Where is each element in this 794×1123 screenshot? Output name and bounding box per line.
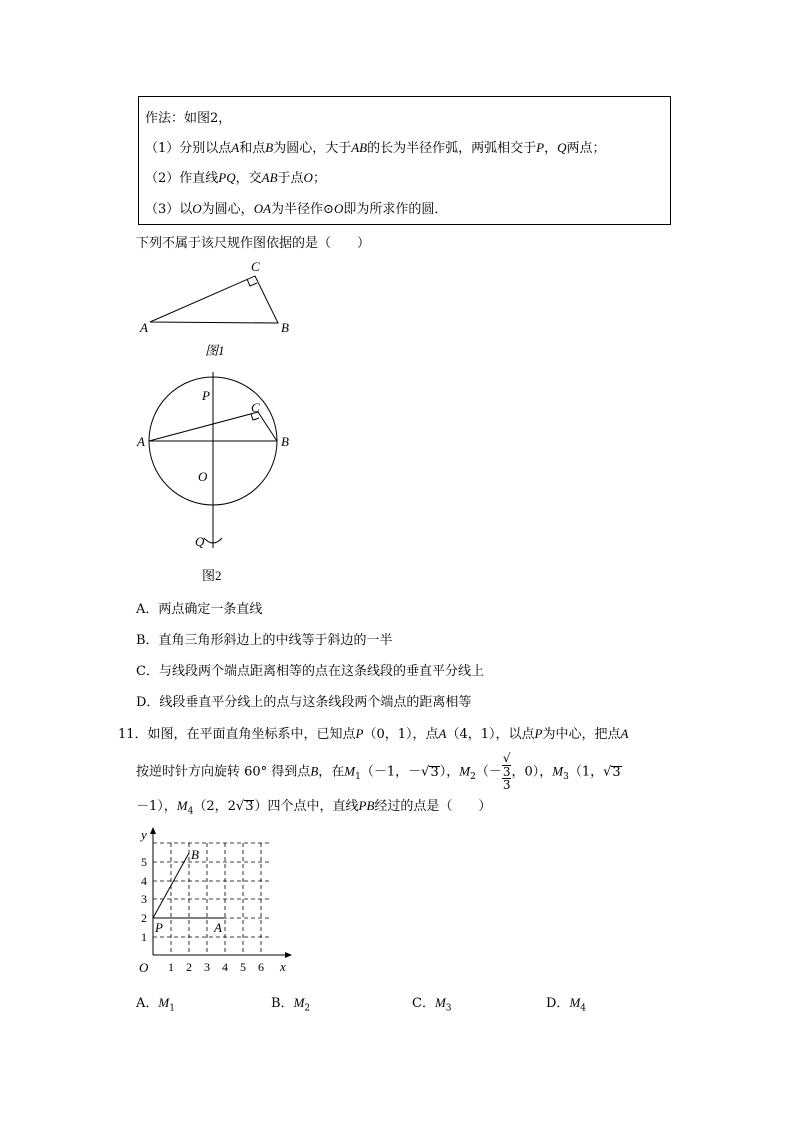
y-tick-1: 1	[141, 930, 147, 944]
q11-text: ）四个点中，直线	[254, 799, 359, 814]
sqrt-radicand: 3	[502, 765, 511, 779]
q11-text: （2，2	[193, 799, 236, 814]
y-axis-arrow	[150, 827, 156, 834]
caption-fig2: 图2	[202, 568, 222, 583]
q10-option-b: B．直角三角形斜边上的中线等于斜边的一半	[136, 633, 393, 648]
right-angle-mark	[247, 279, 257, 286]
segment-label: PB	[358, 798, 375, 813]
method-text: 于点	[277, 171, 304, 186]
q11-text: ），	[439, 764, 460, 780]
method-text: 的长为半径作弧，两弧相交于	[367, 141, 537, 156]
point-label: O	[303, 170, 313, 185]
label-C: C	[251, 259, 260, 274]
q11-line-3: －1），$M_4(2$，2√3）四个点中，直线PB经过的点是（ ）	[136, 798, 492, 817]
point-label-A: A	[214, 920, 222, 935]
point-label: A	[438, 726, 447, 741]
point-label: M	[569, 995, 581, 1010]
method-line-0	[145, 107, 231, 126]
q11-line-1	[118, 723, 628, 742]
sqrt-radicand: 3	[245, 799, 254, 814]
sqrt-radicand: 3	[612, 764, 621, 780]
point-label: M	[344, 763, 356, 779]
label-A: A	[140, 320, 148, 335]
point-label: B	[265, 140, 274, 155]
q11-line-2: 按逆时针方向旋转 60° 得到点B，在$M_1(-1$，－√3），$M_2(-$ √ 3 3 ，0），$M_3(1$，√3	[136, 751, 621, 792]
q11-option-a	[136, 992, 175, 1014]
q10-prompt: 下列不属于该尺规作图依据的是（ ）	[136, 236, 371, 251]
point-label: M	[459, 763, 471, 779]
method-text: 为半径作⊙	[271, 202, 334, 217]
fraction: √ 3 3	[502, 751, 511, 792]
q11-text: 为中心，把点	[542, 727, 621, 742]
method-line-2	[145, 167, 326, 186]
x-tick-4: 4	[222, 960, 228, 974]
subscript: 4	[187, 806, 194, 817]
x-tick-5: 5	[240, 960, 246, 974]
point-label: M	[434, 995, 446, 1010]
method-text: 为圆心，	[201, 202, 254, 217]
label-C: C	[251, 400, 260, 415]
subscript: 3	[563, 772, 569, 783]
segment-ac	[149, 412, 258, 441]
option-prefix: A．	[136, 996, 159, 1011]
point-label: A	[231, 140, 240, 155]
point-label: P	[534, 726, 543, 741]
method-text: （2）作直线	[145, 171, 219, 186]
q11-text: （0，1），点	[363, 727, 439, 742]
q11-text: 经过的点是（ ）	[374, 799, 492, 814]
x-tick-1: 1	[168, 960, 174, 974]
point-label: M	[552, 763, 564, 779]
figure-2	[130, 370, 310, 590]
segment-label: AB	[261, 170, 278, 185]
method-text: 作法：如图2，	[145, 111, 232, 126]
point-label: B	[310, 763, 319, 779]
point-label: O	[333, 201, 344, 216]
segment-label: OA	[253, 201, 272, 216]
q11-text: ，在	[318, 764, 345, 780]
method-text: 两点；	[566, 141, 606, 156]
x-tick-2: 2	[186, 960, 192, 974]
segment-label: AB	[351, 140, 368, 155]
grid-lines	[153, 843, 270, 955]
fraction-denominator: 3	[502, 778, 511, 792]
method-box	[138, 96, 671, 225]
subscript: 1	[355, 772, 361, 783]
q11-text: ，0），	[511, 764, 553, 780]
triangle-abc	[150, 276, 278, 323]
label-Q: Q	[195, 534, 205, 549]
x-tick-6: 6	[258, 960, 264, 974]
q11-text: （－	[475, 764, 502, 780]
point-label: A	[620, 726, 629, 741]
method-text: （1）分别以点	[145, 141, 232, 156]
y-axis-label: y	[141, 827, 147, 842]
point-label: M	[293, 995, 305, 1010]
method-line-3	[145, 198, 447, 217]
subscript: 2	[304, 1003, 311, 1014]
method-text: （3）以	[145, 202, 193, 217]
subscript: 1	[169, 1003, 175, 1014]
figure-1	[130, 255, 310, 365]
method-text: ，交	[235, 171, 262, 186]
point-label: M	[176, 798, 188, 813]
segment-cb	[258, 412, 277, 441]
method-text: 为圆心，大于	[273, 141, 352, 156]
q11-text: －1），	[136, 799, 177, 814]
q11-text: （1，	[568, 764, 604, 780]
q11-option-b	[271, 992, 310, 1014]
segment-label: PQ	[218, 170, 236, 185]
subscript: 4	[580, 1003, 587, 1014]
caption-fig1: 图1	[205, 343, 225, 358]
method-line-1	[145, 137, 606, 156]
point-label: P	[536, 140, 545, 155]
x-tick-3: 3	[204, 960, 210, 974]
label-B: B	[281, 434, 289, 449]
x-axis-arrow	[285, 952, 292, 958]
x-axis-label: x	[280, 959, 286, 974]
option-prefix: B．	[271, 996, 294, 1011]
point-label-P: P	[155, 920, 163, 935]
subscript: 2	[470, 772, 476, 783]
subscript: 3	[445, 1003, 452, 1014]
option-prefix: D．	[546, 996, 570, 1011]
q11-text: （4，1），以点	[446, 727, 535, 742]
y-tick-4: 4	[141, 874, 147, 888]
q10-option-d: D．线段垂直平分线上的点与这条线段两个端点的距离相等	[136, 695, 472, 710]
origin-label: O	[139, 960, 149, 975]
label-A: A	[137, 434, 145, 449]
point-label: Q	[557, 140, 567, 155]
figure-3-grid	[130, 825, 300, 980]
y-tick-5: 5	[141, 855, 147, 869]
label-P: P	[202, 388, 210, 403]
y-tick-3: 3	[141, 892, 147, 906]
label-B: B	[281, 320, 289, 335]
method-text: ，	[544, 141, 558, 156]
q11-option-d	[546, 992, 586, 1014]
method-text: 和点	[239, 141, 266, 156]
q11-option-c	[412, 992, 452, 1014]
option-prefix: C．	[412, 996, 435, 1011]
method-text: ；	[312, 171, 326, 186]
q11-text: 按逆时针方向旋转 60° 得到点	[136, 764, 311, 780]
point-label: O	[192, 201, 202, 216]
q10-option-a: A．两点确定一条直线	[136, 602, 263, 617]
point-label: P	[355, 726, 364, 741]
sqrt-radicand: 3	[430, 764, 439, 780]
label-O: O	[198, 469, 208, 484]
q11-text: （－1，－	[360, 764, 422, 780]
point-label-B: B	[191, 847, 199, 862]
q11-text: 11．如图，在平面直角坐标系中，已知点	[118, 727, 356, 742]
method-text: 即为所求作的圆．	[343, 202, 448, 217]
y-tick-2: 2	[141, 911, 147, 925]
point-label: M	[158, 995, 170, 1010]
q10-option-c: C．与线段两个端点距离相等的点在这条线段的垂直平分线上	[136, 664, 484, 679]
